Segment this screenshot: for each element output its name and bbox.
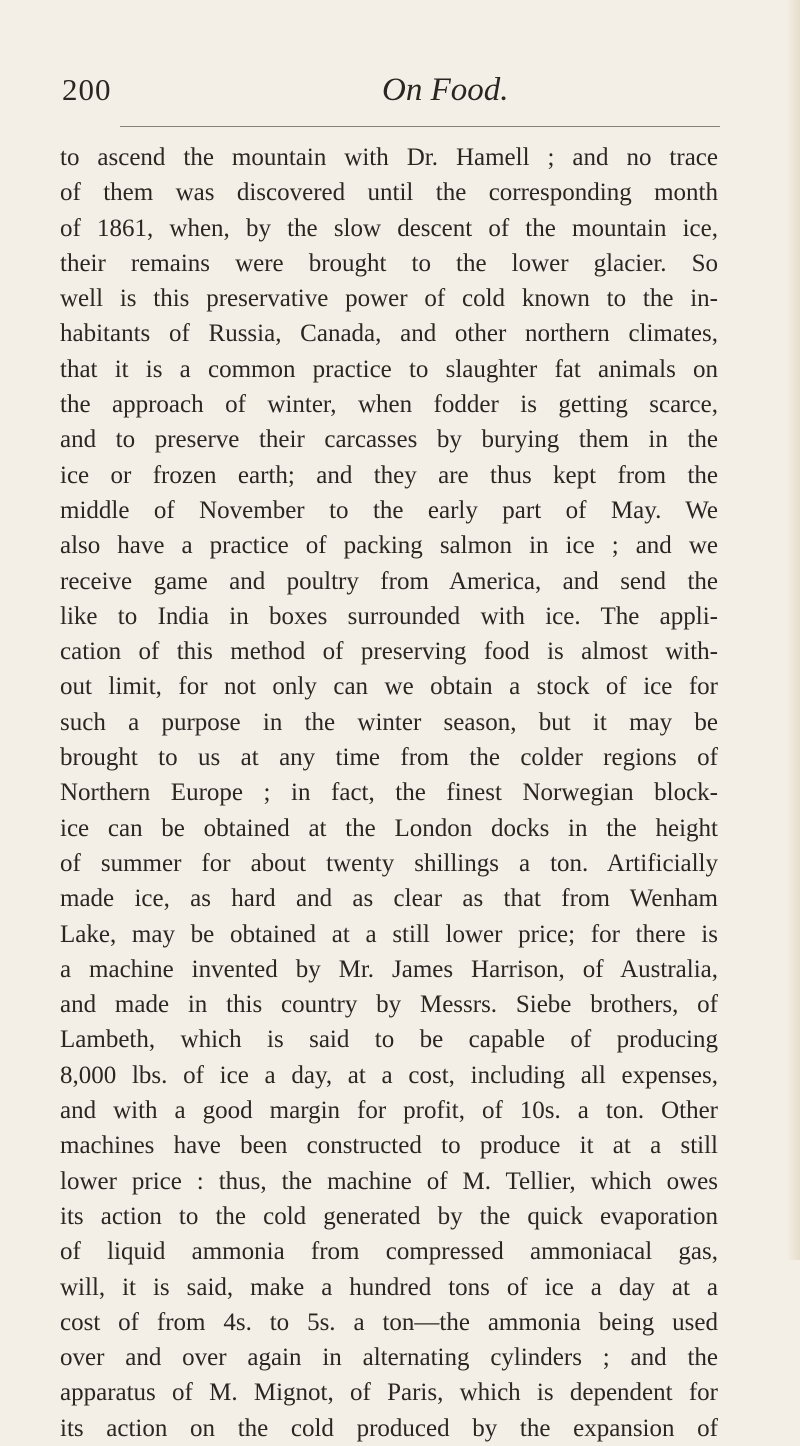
text-line: 8,000 lbs. of ice a day, at a cost, including all expenses, [60, 1061, 718, 1089]
text-line: to ascend the mountain with Dr. Hamell ; and no trace [60, 144, 718, 171]
text-line: will, it is said, make a hundred tons of ice a day at a [60, 1273, 718, 1301]
text-line: like to India in boxes surrounded with ice. The appli- [60, 602, 718, 630]
text-line: that it is a common practice to slaughter fat animals on [60, 355, 718, 383]
text-line: and to preserve their carcasses by burying them in the [60, 426, 718, 454]
text-line: machines have been constructed to produce it at a still [60, 1132, 718, 1160]
header-rule [120, 126, 720, 127]
text-line: and with a good margin for profit, of 10s. a ton. Other [60, 1097, 718, 1125]
text-line: brought to us at any time from the colder regions of [60, 744, 718, 772]
text-line: their remains were brought to the lower glacier. So [60, 249, 718, 277]
text-line: ice or frozen earth; and they are thus kept from the [60, 461, 718, 489]
text-line: ice can be obtained at the London docks in the height [60, 814, 718, 842]
text-line: out limit, for not only can we obtain a stock of ice for [60, 673, 718, 701]
text-line: its action to the cold generated by the quick evaporation [60, 1202, 718, 1230]
text-line: made ice, as hard and as clear as that from Wenham [60, 885, 718, 913]
text-line: of liquid ammonia from compressed ammoniacal gas, [60, 1238, 718, 1266]
running-head: On Food. [382, 72, 509, 108]
text-line: the approach of winter, when fodder is getting scarce, [60, 391, 718, 419]
page-edge [786, 0, 800, 1260]
text-line: also have a practice of packing salmon in ice ; and we [60, 532, 718, 560]
text-line: apparatus of M. Mignot, of Paris, which is dependent for [60, 1379, 718, 1407]
text-line: of them was discovered until the corresponding month [60, 179, 718, 207]
text-line: habitants of Russia, Canada, and other northern climates, [60, 320, 718, 348]
text-line: middle of November to the early part of May. We [60, 496, 718, 524]
page-header [62, 72, 714, 112]
text-line: cost of from 4s. to 5s. a ton—the ammonia being used [60, 1308, 718, 1336]
text-line: of summer for about twenty shillings a ton. Artificially [60, 849, 718, 877]
text-line: cation of this method of preserving food is almost with- [60, 638, 718, 666]
text-line: such a purpose in the winter season, but it may be [60, 708, 718, 736]
text-line: Northern Europe ; in fact, the finest Norwegian block- [60, 779, 718, 807]
page-number: 200 [62, 72, 112, 107]
text-line: and made in this country by Messrs. Siebe brothers, of [60, 991, 718, 1019]
text-line: Lambeth, which is said to be capable of producing [60, 1026, 718, 1054]
text-line: over and over again in alternating cylinders ; and the [60, 1344, 718, 1372]
text-line: Lake, may be obtained at a still lower price; for there is [60, 920, 718, 948]
text-line: well is this preservative power of cold known to the in- [60, 285, 718, 313]
text-line: its action on the cold produced by the expansion of [60, 1414, 718, 1442]
text-line: of 1861, when, by the slow descent of the mountain ice, [60, 214, 718, 242]
text-line: lower price : thus, the machine of M. Tellier, which owes [60, 1167, 718, 1195]
body-text [60, 140, 718, 1446]
text-line: receive game and poultry from America, and send the [60, 567, 718, 595]
text-line: a machine invented by Mr. James Harrison, of Australia, [60, 955, 718, 983]
